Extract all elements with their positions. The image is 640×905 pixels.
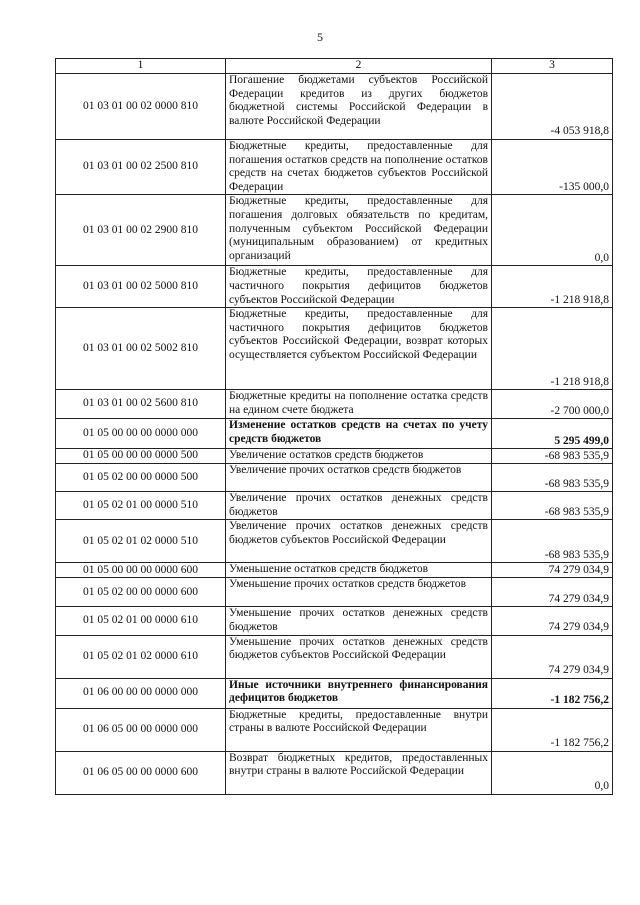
amount-cell: -68 983 535,9	[492, 449, 613, 464]
budget-code-cell: 01 06 05 00 00 0000 600	[56, 751, 226, 794]
column-header-name: 2	[226, 59, 492, 74]
amount-cell: -1 182 756,2	[492, 708, 613, 751]
table-row	[56, 390, 613, 419]
budget-code-cell: 01 05 00 00 00 0000 500	[56, 449, 226, 464]
amount-cell: 74 279 034,9	[492, 635, 613, 678]
amount-cell: 74 279 034,9	[492, 607, 613, 635]
budget-code-cell: 01 06 05 00 00 0000 000	[56, 708, 226, 751]
budget-code-cell: 01 03 01 00 02 5600 810	[56, 390, 226, 419]
amount-cell: -4 053 918,8	[492, 74, 613, 140]
item-name-cell: Бюджетные кредиты, предоставленные для частичного покрытия дефицитов бюджетов субъектов Российской Федерации	[226, 266, 492, 308]
budget-code-cell: 01 03 01 00 02 2900 810	[56, 195, 226, 266]
budget-code-cell: 01 05 02 00 00 0000 600	[56, 578, 226, 607]
page-number: 5	[317, 30, 323, 44]
item-name-cell: Уменьшение прочих остатков денежных средств бюджетов	[226, 607, 492, 635]
table-row	[56, 74, 613, 140]
item-name-cell: Бюджетные кредиты, предоставленные для частичного покрытия дефицитов бюджетов субъектов Российской Федерации, возврат которых осуществляется субъектом Российской Федерации	[226, 308, 492, 390]
table-row	[56, 308, 613, 390]
item-name-cell: Увеличение прочих остатков денежных средств бюджетов	[226, 492, 492, 520]
budget-code-cell: 01 06 00 00 00 0000 000	[56, 678, 226, 708]
item-name-cell: Увеличение прочих остатков средств бюджетов	[226, 464, 492, 492]
amount-cell: 0,0	[492, 751, 613, 794]
item-name-cell: Уменьшение остатков средств бюджетов	[226, 563, 492, 578]
item-name-cell: Возврат бюджетных кредитов, предоставленных внутри страны в валюте Российской Федерации	[226, 751, 492, 794]
table-row	[56, 140, 613, 195]
amount-cell: 74 279 034,9	[492, 563, 613, 578]
table-row	[56, 578, 613, 607]
amount-cell: -1 218 918,8	[492, 266, 613, 308]
table-row	[56, 520, 613, 563]
budget-code-cell: 01 05 02 01 02 0000 610	[56, 635, 226, 678]
budget-code-cell: 01 05 00 00 00 0000 600	[56, 563, 226, 578]
budget-code-cell: 01 05 02 01 00 0000 610	[56, 607, 226, 635]
amount-cell: -68 983 535,9	[492, 464, 613, 492]
item-name-cell: Уменьшение прочих остатков средств бюджетов	[226, 578, 492, 607]
table-row	[56, 678, 613, 708]
amount-cell: -68 983 535,9	[492, 520, 613, 563]
amount-cell: 0,0	[492, 195, 613, 266]
column-header-code: 1	[56, 59, 226, 74]
item-name-cell: Погашение бюджетами субъектов Российской Федерации кредитов из других бюджетов бюджетной системы Российской Федерации в валюте Российской Федерации	[226, 74, 492, 140]
budget-code-cell: 01 05 00 00 00 0000 000	[56, 419, 226, 449]
item-name-cell: Иные источники внутреннего финансирования дефицитов бюджетов	[226, 678, 492, 708]
budget-code-cell: 01 03 01 00 02 0000 810	[56, 74, 226, 140]
amount-cell: -2 700 000,0	[492, 390, 613, 419]
item-name-cell: Уменьшение прочих остатков денежных средств бюджетов субъектов Российской Федерации	[226, 635, 492, 678]
table-row	[56, 464, 613, 492]
table-row	[56, 635, 613, 678]
budget-code-cell: 01 05 02 01 00 0000 510	[56, 492, 226, 520]
budget-code-cell: 01 03 01 00 02 5002 810	[56, 308, 226, 390]
item-name-cell: Увеличение остатков средств бюджетов	[226, 449, 492, 464]
table-row	[56, 607, 613, 635]
table-header-row	[56, 59, 613, 74]
item-name-cell: Бюджетные кредиты на пополнение остатка средств на едином счете бюджета	[226, 390, 492, 419]
table-row	[56, 563, 613, 578]
table-row	[56, 419, 613, 449]
item-name-cell: Бюджетные кредиты, предоставленные для погашения долговых обязательств по кредитам, полученным субъектом Российской Федерации (муниципальным образованием) от кредитных организаций	[226, 195, 492, 266]
table-row	[56, 751, 613, 794]
amount-cell: -1 218 918,8	[492, 308, 613, 390]
budget-code-cell: 01 05 02 00 00 0000 500	[56, 464, 226, 492]
budget-code-cell: 01 03 01 00 02 5000 810	[56, 266, 226, 308]
budget-code-cell: 01 03 01 00 02 2500 810	[56, 140, 226, 195]
budget-sources-table	[55, 58, 613, 795]
item-name-cell: Изменение остатков средств на счетах по учету средств бюджетов	[226, 419, 492, 449]
table-row	[56, 266, 613, 308]
amount-cell: -1 182 756,2	[492, 678, 613, 708]
budget-code-cell: 01 05 02 01 02 0000 510	[56, 520, 226, 563]
amount-cell: 5 295 499,0	[492, 419, 613, 449]
item-name-cell: Увеличение прочих остатков денежных средств бюджетов субъектов Российской Федерации	[226, 520, 492, 563]
amount-cell: -68 983 535,9	[492, 492, 613, 520]
table-row	[56, 449, 613, 464]
amount-cell: -135 000,0	[492, 140, 613, 195]
column-header-value: 3	[492, 59, 613, 74]
table-row	[56, 492, 613, 520]
amount-cell: 74 279 034,9	[492, 578, 613, 607]
item-name-cell: Бюджетные кредиты, предоставленные внутри страны в валюте Российской Федерации	[226, 708, 492, 751]
item-name-cell: Бюджетные кредиты, предоставленные для погашения остатков средств на пополнение остатков средств на счетах бюджетов субъектов Российской Федерации	[226, 140, 492, 195]
table-row	[56, 708, 613, 751]
table-row	[56, 195, 613, 266]
